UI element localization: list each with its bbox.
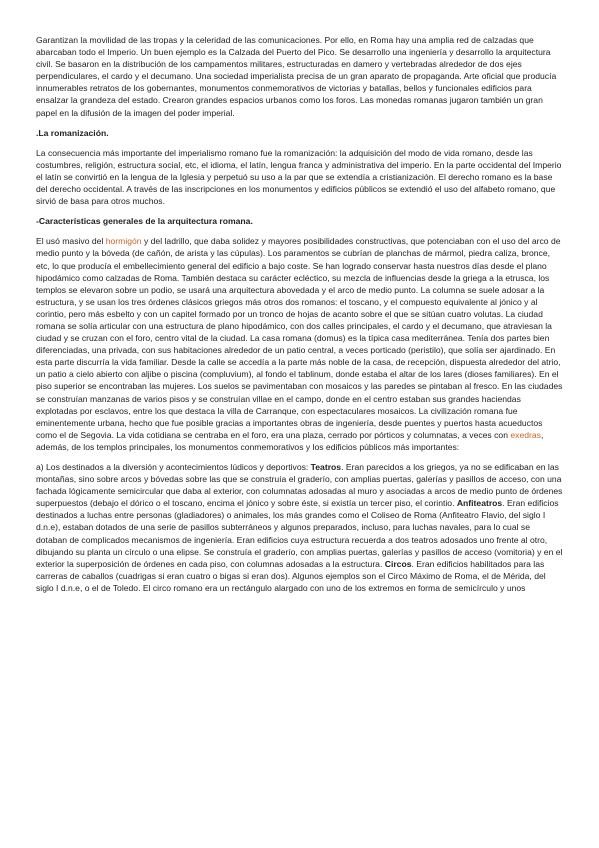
section-a-part4: . Eran edificios habilitados para las carreras de caballos (cuadrigas si eran cuatro o bigas si eran dos). Algunos ejemplos son el Circo Máximo de Roma, el de Mérida, del siglo I d.n.e, o el de Toledo. El circo romano era un rectángulo alargado con uno de los extremos en forma de semicírculo y unos: [36, 558, 546, 593]
architecture-text-middle: y del ladrillo, que daba solidez y mayores posibilidades constructivas, que potenciaban con el uso del arco de medio punto y la bóveda (de cañón, de arista y las cúpulas). Los paramentos se cubrían de planchas de mármol, piedra caliza, bronce, etc, lo que producía el embellecimiento general del edificio a bajo coste. Se han logrado conservar hasta nuestros días desde el plano hipodámico como calzadas de Roma. También destaca su carácter ecléctico, su mezcla de influencias desde la griega a la etrusca, los templos se elevaron sobre un podio, se usará una arquitectura abovedada y el arco de medio punto. La columna se suele adosar a la estructura, y se usan los tres órdenes clásicos griegos más otros dos romanos: el toscano, y el compuesto equivalente al jónico y al corintio, pero más esbelto y con un capitel formado por un tronco de hojas de acanto sobre el que se sitúan cuatro volutas. La ciudad romana se solía articular con una estructura de plano hipodámico, con dos calles principales, el cardo y el decumano, que atraviesan la ciudad y se cruzan con el foro, centro vital de la ciudad. La casa romana (domus) es la típica casa mediterránea. Tenía dos partes bien diferenciadas, una privada, con sus habitaciones alrededor de un patio central, a veces porticado (peristilo), que solía ser ajardinado. En esta parte discurría la vida familiar. Desde la calle se accedía a la parte más noble de la casa, de recepción, dispuesta alrededor del atrio, un patio a cielo abierto con aljibe o piscina (compluvium), al fondo el tablinum, donde estaba el altar de los lares (dioses familiares). En el piso superior se encontraban las mujeres. Los suelos se pavimentaban con mosaicos y las paredes se pintaban al fresco. En las ciudades se construían manzanas de varios pisos y se construían villae en el campo, donde en el centro estaban sus grandes haciendas explotadas por esclavos, entre los que destaca la villa de Carranque, con espectaculares mosaicos. La civilización romana fue eminentemente urbana, hecho que fue posible gracias a importantes obras de ingeniería, desde puentes y puertos hasta acueductos como el de Segovia. La vida cotidiana se centraba en el foro, era una plaza, cerrado por pórticos y columnatas, a veces con: [36, 236, 563, 440]
romanization-paragraph: La consecuencia más importante del imperialismo romano fue la romanización: la adquisición del modo de vida romano, desde las costumbres, religión, estructura social, etc, el idioma, el latín, lengua franca y administrativa del imperio. En la parte occidental del Imperio el latín se convirtió en la lengua de la Iglesia y perpetuó su uso a la par que se extendía a cristianización. El derecho romano es la base del derecho occidental. A través de las inscripciones en los monumentos y edificios públicos se extendió el uso del alfabeto romano, que sirvió de basa para otros muchos.: [36, 147, 562, 207]
exedras-link[interactable]: exedras: [510, 429, 541, 440]
section-a-part2: . Eran parecidos a los griegos, ya no se edificaban en las montañas, sino sobre arcos y bóvedas sobre las que se construía el graderío, con amplias puertas, galerías y pasillos de acceso, con una fachada lógicamente semicircular que daba al exterior, con columnatas adosadas al muro y asociadas a arcos de medio punto de órdenes superpuestos (debajo el dórico o el toscano, encima el jónico y sobre éste, si existía un tercer piso, el corintio.: [36, 462, 563, 509]
circos-label: Circos: [384, 558, 412, 569]
anfiteatros-label: Anfiteatros: [456, 498, 503, 509]
romanization-heading: .La romanización.: [36, 127, 109, 138]
hormigon-link[interactable]: hormigón: [105, 236, 142, 247]
architecture-text-start: El usó masivo del: [36, 236, 106, 247]
section-a-part3: . Eran edificios destinados a luchas entre personas (gladiadores) o animales, los más grandes como el Coliseo de Roma (Anfiteatro Flavio, del siglo I d.n.e), estaban dotados de una serie de pasillos subterráneos y algunos preparados, incluso, para luchas navales, para lo cual se dotaban de complicados mecanismos de ingeniería. Eran edificios cuya estructura recuerda a dos teatros adosados uno frente al otro, dibujando su planta un círculo o una elipse. Se construía el graderío, con amplias puertas, galerías y pasillos de acceso (vomitoria) y en el exterior la superposición de órdenes en cada piso, con columnas adosadas a la estructura.: [36, 498, 563, 569]
architecture-heading: -Características generales de la arquitectura romana.: [36, 216, 253, 227]
section-a-part1: a) Los destinados a la diversión y acontecimientos lúdicos y deportivos:: [36, 462, 311, 472]
teatros-label: Teatros: [310, 462, 342, 472]
intro-paragraph: Garantizan la movilidad de las tropas y la celeridad de las comunicaciones. Por ello, en Roma hay una amplia red de calzadas que abarcaban todo el Imperio. Un buen ejemplo es la Calzada del Puerto del Pico. Se desarrollo una ingeniería y desarrollo la arquitectura civil. Se basaron en la distribución de los campamentos militares, estructuradas en damero y vertebradas alrededor de dos ejes perpendiculares, el cardo y el decumano. Una sociedad imperialista precisa de un gran aparato de propaganda. Arte oficial que producía innumerables retratos de los gobernantes, monumentos conmemorativos de victorias y batallas, bellos y funcionales edificios para ensalzar la grandeza del estado. Crearon grandes espacios urbanos como los foros. Las monedas romanas jugaron también un gran papel en la difusión de la imagen del poder imperial.: [36, 35, 557, 118]
architecture-paragraph: [36, 235, 563, 453]
section-a-paragraph: [36, 461, 563, 594]
document-page: [36, 34, 563, 602]
architecture-text-end: , además, de los templos principales, los monumentos conmemorativos y los edificios públicos más importantes:: [36, 429, 544, 452]
